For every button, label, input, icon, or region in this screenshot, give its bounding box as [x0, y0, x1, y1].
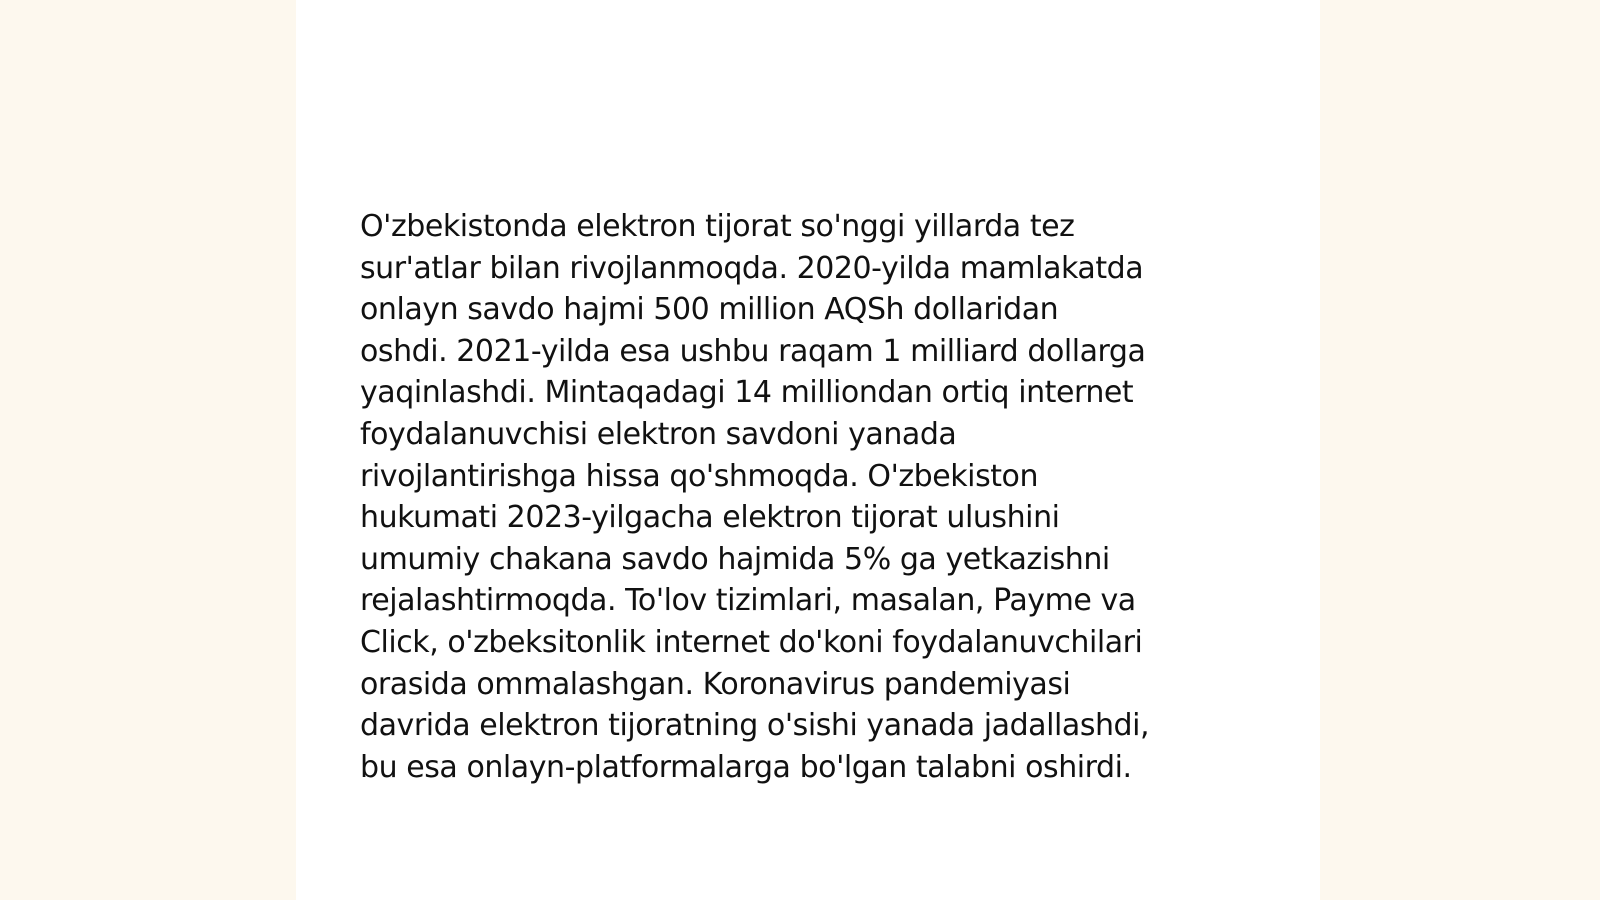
- text-line-14: bu esa onlayn-platformalarga bo'lgan talabni oshirdi.: [360, 749, 1132, 785]
- text-line-4: oshdi. 2021-yilda esa ushbu raqam 1 milliard dollarga: [360, 333, 1146, 369]
- text-line-8: hukumati 2023-yilgacha elektron tijorat ulushini: [360, 500, 1060, 536]
- body-paragraph: [360, 206, 1260, 788]
- text-line-11: Click, o'zbeksitonlik internet do'koni foydalanuvchilari: [360, 624, 1143, 660]
- text-line-10: rejalashtirmoqda. To'lov tizimlari, masalan, Payme va: [360, 583, 1136, 619]
- document-page: [296, 0, 1320, 900]
- text-line-1: O'zbekistonda elektron tijorat so'nggi yillarda tez: [360, 209, 1075, 244]
- text-line-5: yaqinlashdi. Mintaqadagi 14 milliondan ortiq internet: [360, 375, 1134, 411]
- text-line-13: davrida elektron tijoratning o'sishi yanada jadallashdi,: [360, 708, 1150, 744]
- text-line-12: orasida ommalashgan. Koronavirus pandemiyasi: [360, 666, 1071, 702]
- text-line-9: umumiy chakana savdo hajmida 5% ga yetkazishni: [360, 541, 1110, 577]
- text-line-3: onlayn savdo hajmi 500 million AQSh dollaridan: [360, 292, 1059, 328]
- text-line-6: foydalanuvchisi elektron savdoni yanada: [360, 416, 957, 452]
- text-line-2: sur'atlar bilan rivojlanmoqda. 2020-yilda mamlakatda: [360, 250, 1144, 286]
- text-line-7: rivojlantirishga hissa qo'shmoqda. O'zbekiston: [360, 458, 1039, 494]
